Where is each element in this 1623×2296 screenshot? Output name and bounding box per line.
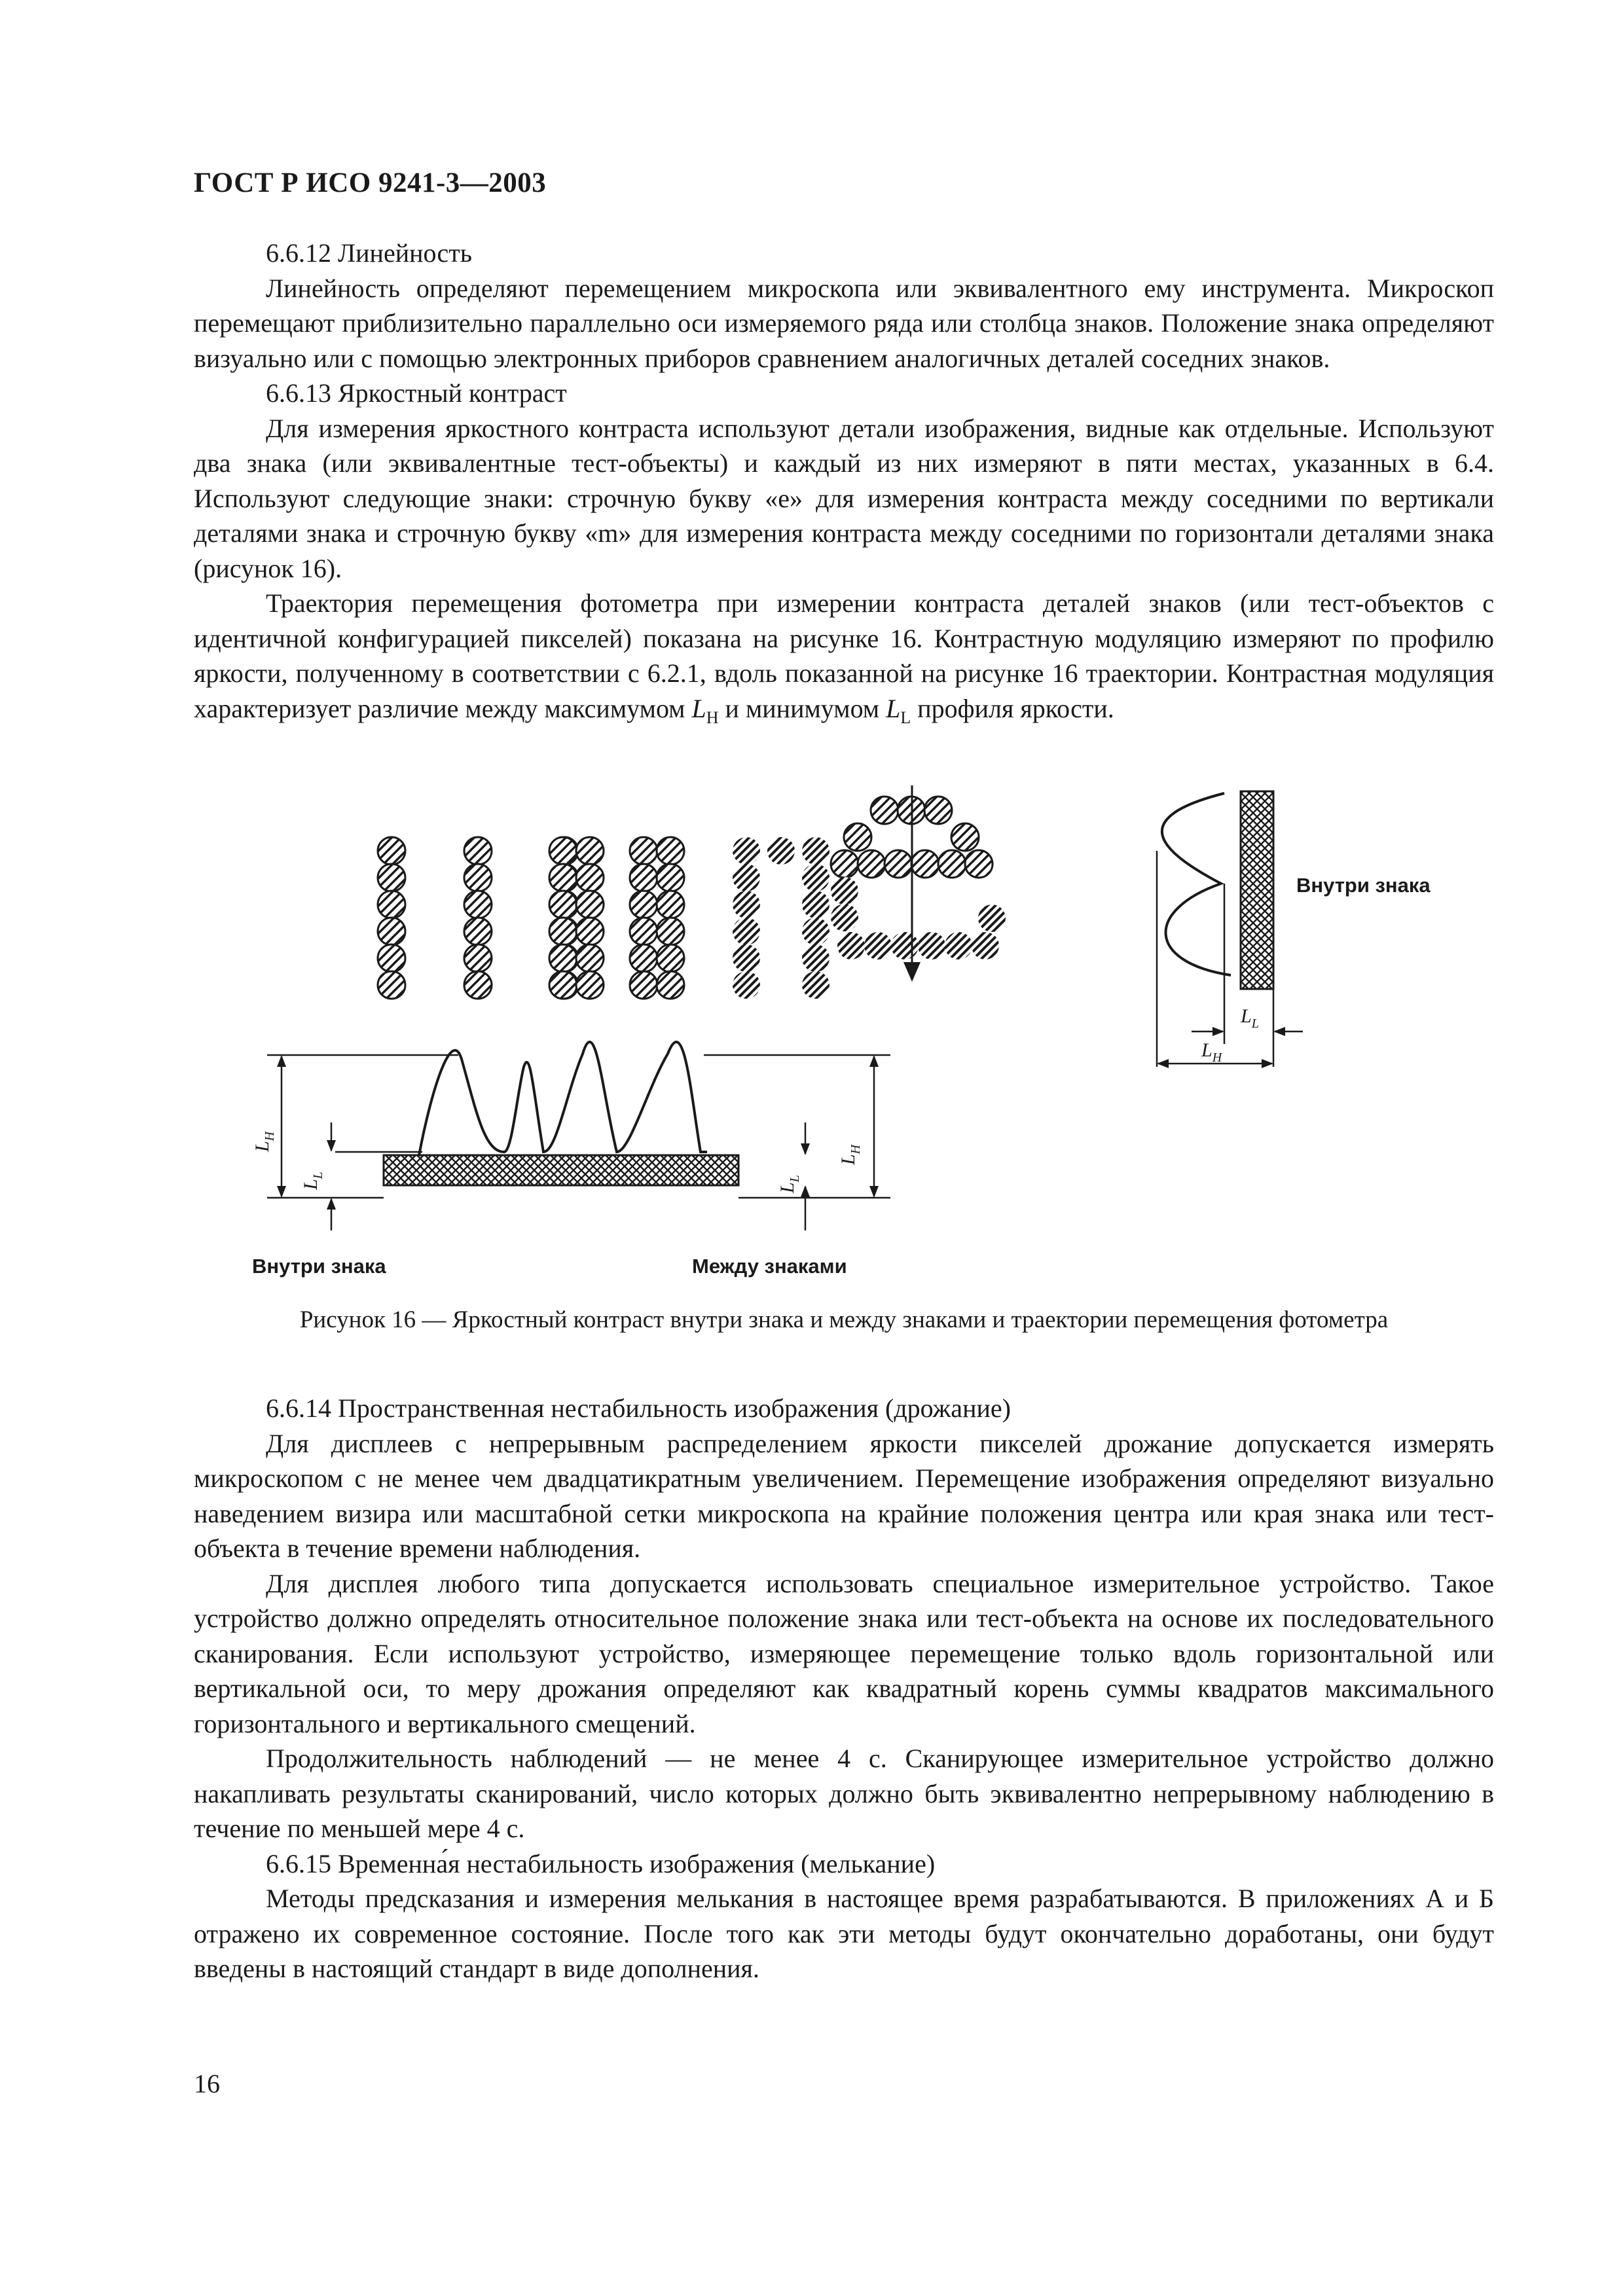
dot-n-shaded <box>802 864 830 891</box>
dot-m <box>378 891 405 918</box>
dot-m2 <box>576 918 604 945</box>
dot-n-shaded <box>802 944 830 972</box>
dot-m <box>464 918 492 945</box>
dot-e-shaded <box>891 932 919 960</box>
label-inside-character-bottom: Внутри знака <box>252 1255 386 1278</box>
profile-between-characters <box>251 1042 890 1278</box>
dot-n-shaded <box>767 837 795 865</box>
section-heading-6-6-12: 6.6.12 Линейность <box>266 238 472 268</box>
dot-e <box>911 850 939 878</box>
dot-m <box>464 864 492 891</box>
symbol-l-h-right: $L_H$ <box>1201 1039 1222 1065</box>
dot-n-shaded <box>733 918 760 945</box>
dot-m2 <box>630 837 657 865</box>
profile-inside-character <box>1157 791 1431 1068</box>
dot-n-shaded <box>733 837 760 865</box>
dot-m2 <box>549 891 577 918</box>
dot-n-shaded <box>802 918 830 945</box>
section-heading-6-6-13: 6.6.13 Яркостный контраст <box>266 378 567 408</box>
dot-m2 <box>657 918 684 945</box>
figure-caption: Рисунок 16 — Яркостный контраст внутри знака и между знаками и траектории перемещения фотометра <box>299 1306 1389 1333</box>
dot-m2 <box>630 971 657 999</box>
paragraph-jitter-2: Для дисплея любого типа допускается использовать специальное измерительное устройство. Такое устройство должно определять относительное положение знака или тест-объекта на основе их последовательного сканирования. Если используют устройство, измеряющее перемещение только вдоль горизонтальной или вертикальной оси, то меру дрожания определяют как квадратный корень суммы квадратов максимального горизонтального и вертикального смещений. <box>194 1568 1494 1738</box>
dot-m2 <box>576 891 604 918</box>
dot-m <box>378 944 405 972</box>
dot-m2 <box>549 944 577 972</box>
dot-m2 <box>657 944 684 972</box>
dot-m2 <box>576 837 604 865</box>
dot-m2 <box>657 837 684 865</box>
dot-e <box>858 850 885 878</box>
page-number: 16 <box>194 2069 220 2098</box>
paragraph-jitter-1: Для дисплеев с непрерывным распределением яркости пикселей дрожание допускается измерять микроскопом с не менее чем двадцатикратным увеличением. Перемещение изображения определяют визуально наведением визира или масштабной сетки микроскопа на крайние положения центра или края знака или тест-объекта в течение времени наблюдения. <box>194 1428 1494 1563</box>
dot-e-shaded <box>864 932 892 960</box>
dot-e-shaded <box>831 904 858 931</box>
dot-n-shaded <box>802 837 830 865</box>
dot-e <box>924 797 952 824</box>
dot-m2 <box>630 891 657 918</box>
symbol-l-h-left: $L_H$ <box>251 1131 277 1152</box>
symbol-l-l-left: $L_L$ <box>300 1172 325 1190</box>
dot-e <box>871 797 898 824</box>
dot-n-shaded <box>802 891 830 918</box>
dot-m2 <box>576 971 604 999</box>
paragraph-flicker: Методы предсказания и измерения мелькания в настоящее время разрабатываются. В приложениях А и Б отражено их современное состояние. После того как эти методы будут окончательно доработаны, они будут введены в настоящий стандарт в виде дополнения. <box>194 1884 1494 1983</box>
dot-n-shaded <box>802 971 830 999</box>
dot-m <box>464 971 492 999</box>
dot-m <box>378 837 405 865</box>
dot-m <box>464 891 492 918</box>
dot-m2 <box>657 891 684 918</box>
dot-e <box>938 850 966 878</box>
dot-m2 <box>630 944 657 972</box>
symbol-l-h-mid: $L_H$ <box>837 1144 863 1165</box>
dot-e-shaded <box>945 932 972 960</box>
text-block-top <box>194 236 1494 735</box>
dot-m2 <box>549 864 577 891</box>
label-inside-character-right: Внутри знака <box>1296 874 1431 897</box>
dot-e-shaded <box>978 905 1006 932</box>
paragraph-contrast-1: Для измерения яркостного контраста используют детали изображения, видные как отдельные. Используют два знака (или эквивалентные тест-объекты) и каждый из них измеряют в пяти местах, указанных в 6.4. Используют следующие знаки: строчную букву «е» для измерения контраста между соседними по вертикали деталями знака и строчную букву «m» для измерения контраста между соседними по горизонтали деталями знака (рисунок 16). <box>194 413 1494 583</box>
dot-m2 <box>549 837 577 865</box>
dot-e <box>951 823 979 851</box>
dot-m <box>464 944 492 972</box>
symbol-l-l-mid: $L_L$ <box>776 1175 802 1193</box>
dot-n-shaded <box>733 944 760 972</box>
dot-e <box>831 850 858 878</box>
dot-m2 <box>657 971 684 999</box>
dot-e <box>844 823 871 851</box>
label-between-characters: Между знаками <box>692 1255 847 1278</box>
paragraph-linearity: Линейность определяют перемещением микроскопа или эквивалентного ему инструмента. Микроскоп перемещают приблизительно параллельно оси измеряемого ряда или столбца знаков. Положение знака определяют визуально или с помощью электронных приборов сравнением аналогичных деталей соседних знаков. <box>194 273 1494 373</box>
section-heading-6-6-14: 6.6.14 Пространственная нестабильность изображения (дрожание) <box>266 1393 1011 1423</box>
dot-m2 <box>549 971 577 999</box>
dot-m <box>464 837 492 865</box>
paragraph-jitter-3: Продолжительность наблюдений — не менее 4 с. Сканирующее измерительное устройство должно накапливать результаты сканирований, число которых должно быть эквивалентно непрерывному наблюдению в течение по меньшей мере 4 с. <box>194 1744 1494 1843</box>
figure-16 <box>196 785 1440 1296</box>
dot-m2 <box>657 864 684 891</box>
dot-n-shaded <box>733 864 760 891</box>
symbol-l-l-right: $L_L$ <box>1241 1005 1259 1031</box>
dot-m <box>378 971 405 999</box>
text-block-bottom <box>194 1391 1494 1986</box>
dot-m2 <box>630 918 657 945</box>
dot-m2 <box>549 918 577 945</box>
dot-n-shaded <box>733 971 760 999</box>
dot-m2 <box>630 864 657 891</box>
dot-m2 <box>576 864 604 891</box>
dot-e <box>965 850 993 878</box>
dot-m <box>378 864 405 891</box>
dot-n-shaded <box>733 891 760 918</box>
paragraph-contrast-2: Траектория перемещения фотометра при измерении контраста деталей знаков (или тест-объектов с идентичной конфигурацией пикселей) показана на рисунке 16. Контрастную модуляцию измеряют по профилю яркости, полученному в соответствии с 6.2.1, вдоль показанной на рисунке 16 траектории. Контрастная модуляция характеризует различие между максимумом $L_H$ и минимумом $L_L$ профиля яркости. <box>194 588 1494 727</box>
dot-e-shaded <box>837 932 865 960</box>
section-heading-6-6-15: 6.6.15 Временна́я нестабильность изображения (мелькание) <box>266 1848 936 1878</box>
dot-m2 <box>576 944 604 972</box>
dot-e-shaded <box>972 932 999 960</box>
dot-m <box>378 918 405 945</box>
dot-e-shaded <box>918 932 945 960</box>
dot-e-shaded <box>831 877 858 905</box>
document-header: ГОСТ Р ИСО 9241-3—2003 <box>194 168 547 198</box>
dot-e <box>884 850 912 878</box>
